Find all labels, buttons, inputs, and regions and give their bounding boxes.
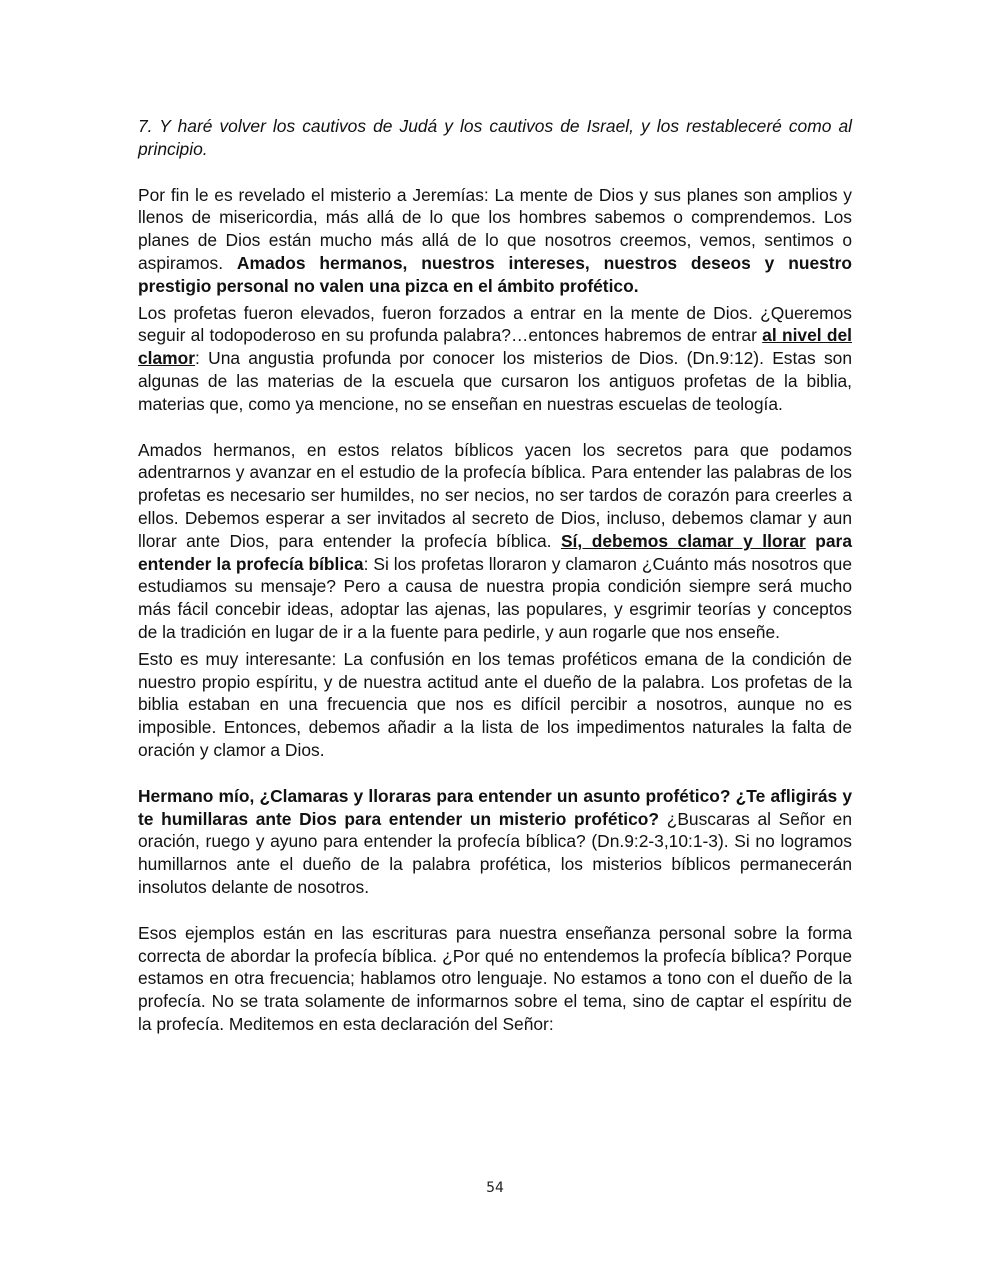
verse-text: 7. Y haré volver los cautivos de Judá y los cautivos de Israel, y los restableceré como al principio. [138, 116, 852, 159]
paragraph-text: Esto es muy interesante: La confusión en los temas proféticos emana de la condición de nuestro propio espíritu, y de nuestra actitud ante el dueño de la palabra. Los profetas de la biblia estaban en una frecuencia que nos es difícil percibir a nosotros, aunque no es imposible. Entonces, debemos añadir a la lista de los impedimentos naturales la falta de oración y clamor a Dios. [138, 648, 852, 760]
bold-text: Hermano mío, ¿Clamaras y lloraras para entender un asunto profético? ¿Te afligirás y te humillaras ante Dios para entender un misterio profético? [138, 785, 852, 829]
body-paragraph-examples [138, 922, 852, 1036]
body-paragraph-confusion [138, 648, 852, 762]
paragraph-text: Esos ejemplos están en las escrituras para nuestra enseñanza personal sobre la forma correcta de abordar la profecía bíblica. ¿Por qué no entendemos la profecía bíblica? Porque estamos en otra frecuencia; hablamos otro lenguaje. No estamos a tono con el dueño de la profecía. No se trata solamente de informarnos sobre el tema, sino de captar el espíritu de la profecía. Meditemos en esta declaración del Señor: [138, 922, 852, 1034]
bold-text: para entender la profecía bíblica [138, 530, 852, 574]
paragraph-text: Amados hermanos, en estos relatos bíblicos yacen los secretos para que podamos adentrarnos y avanzar en el estudio de la profecía bíblica. Para entender las palabras de los profetas es necesario ser humildes, no ser necios, no ser tardos de corazón para creerles a ellos. Debemos esperar a ser invitados al secreto de Dios, incluso, debemos clamar y aun llorar ante Dios, para entender la profecía bíblica. [138, 439, 852, 551]
verse-paragraph [138, 115, 852, 161]
paragraph-text: Por fin le es revelado el misterio a Jeremías: La mente de Dios y sus planes son amplios y llenos de misericordia, más allá de lo que los hombres sabemos o comprendemos. Los planes de Dios están mucho más allá de lo que nosotros creemos, vemos, sentimos o aspiramos. [138, 184, 852, 273]
paragraph-text: : Una angustia profunda por conocer los misterios de Dios. (Dn.9:12). Estas son algunas de las materias de la escuela que cursaron los antiguos profetas de la biblia, materias que, como ya mencione, no se enseñan en nuestras escuelas de teología. [138, 348, 852, 414]
body-paragraph-prophets [138, 302, 852, 416]
paragraph-text: ¿Buscaras al Señor en oración, ruego y ayuno para entender la profecía bíblica? (Dn.9:2-3,10:1-3). Si no logramos humillarnos ante el dueño de la palabra profética, los misterios bíblicos permanecerán insolutos delante de nosotros. [138, 808, 852, 897]
page-number: 54 [486, 1180, 504, 1196]
document-body [138, 115, 852, 1036]
body-paragraph-questions [138, 785, 852, 899]
bold-text: Amados hermanos, nuestros intereses, nuestros deseos y nuestro prestigio personal no valen una pizca en el ámbito profético. [138, 252, 852, 296]
paragraph-text: : Si los profetas lloraron y clamaron ¿Cuánto más nosotros que estudiamos su mensaje? Pero a causa de nuestra propia condición siempre será mucho más fácil concebir ideas, adoptar las ajenas, las populares, y esgrimir teorías y conceptos de la tradición en lugar de ir a la fuente para pedirle, y aun rogarle que nos enseñe. [138, 553, 852, 642]
bold-underline-text: Sí, debemos clamar y llorar [560, 530, 806, 551]
paragraph-text: Los profetas fueron elevados, fueron forzados a entrar en la mente de Dios. ¿Queremos seguir al todopoderoso en su profunda palabra?…entonces habremos de entrar [138, 302, 852, 346]
body-paragraph-revelation [138, 184, 852, 298]
body-paragraph-secrets [138, 439, 852, 644]
bold-underline-text: al nivel del clamor [138, 325, 852, 369]
